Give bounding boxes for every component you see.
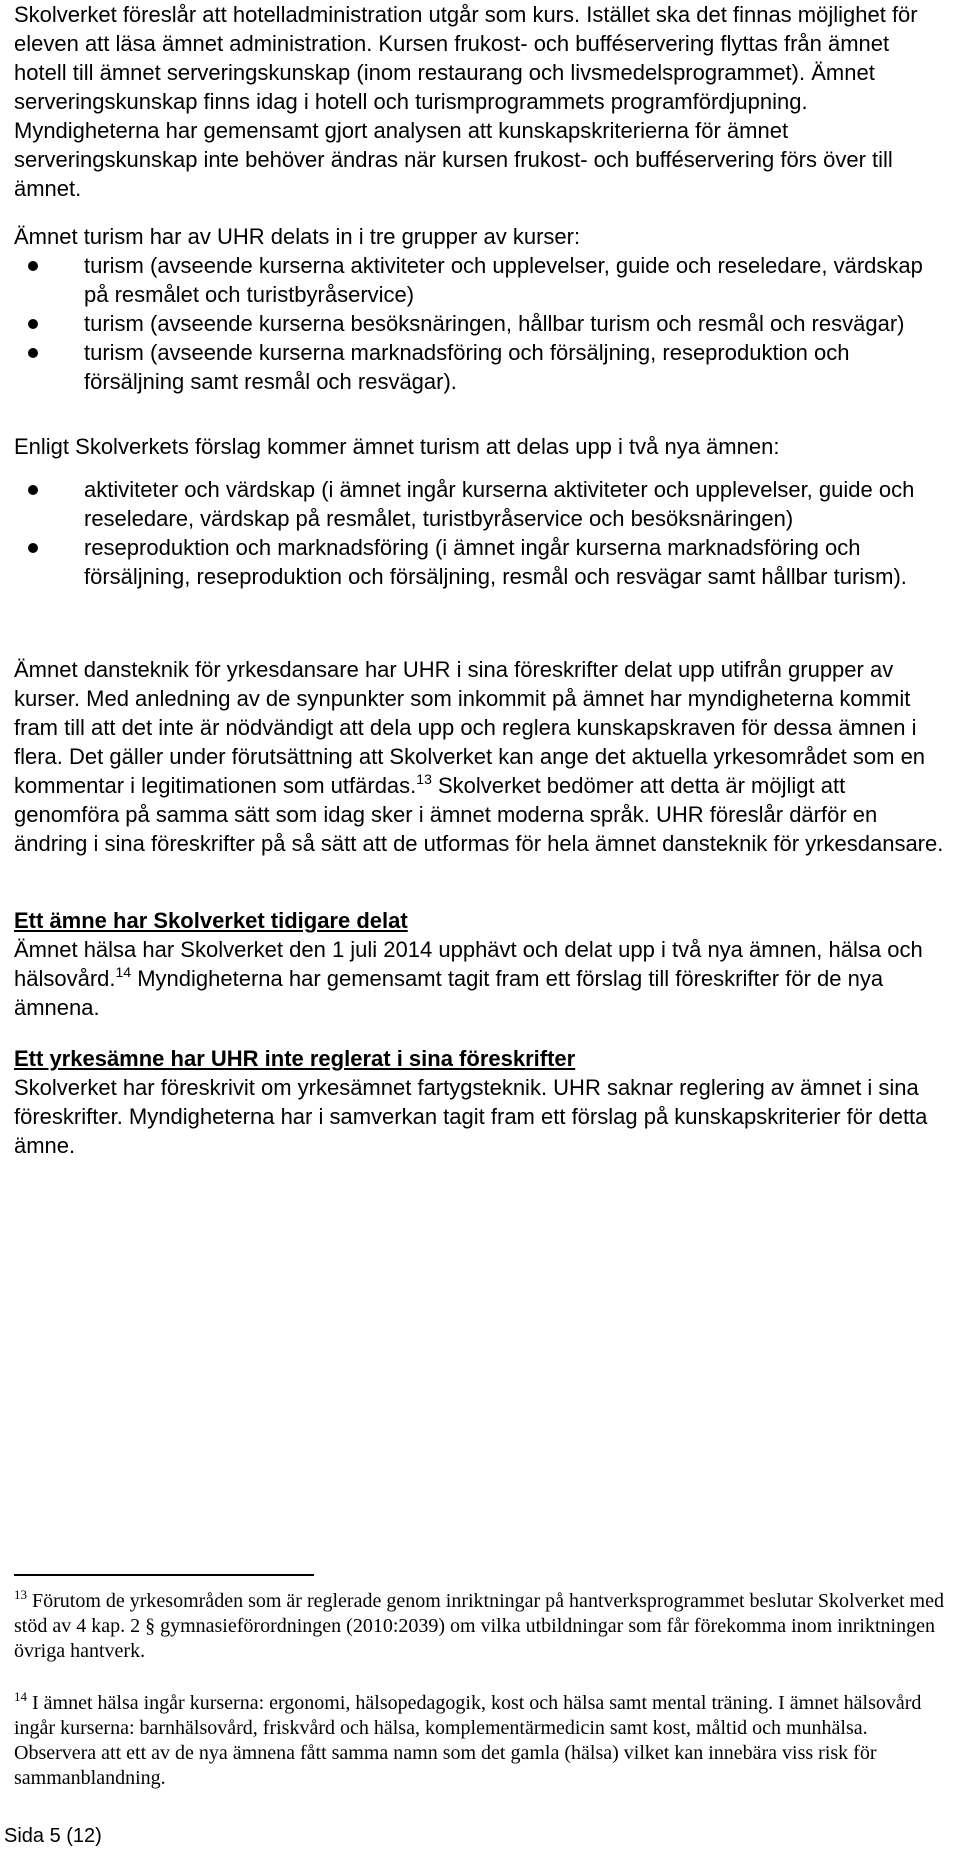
footnote-separator <box>14 1574 314 1576</box>
footnote-number: 13 <box>14 1587 27 1602</box>
section-heading: Ett yrkesämne har UHR inte reglerat i sina föreskrifter <box>14 1046 576 1071</box>
list-item <box>14 338 946 396</box>
bullet-dot <box>28 348 38 358</box>
list-item-text: turism (avseende kurserna marknadsföring och försäljning, reseproduktion och försäljning samt resmål och resvägar). <box>84 340 850 394</box>
paragraph-turism-groups-intro: Ämnet turism har av UHR delats in i tre grupper av kurser: <box>14 224 581 249</box>
section-text: Ämnet hälsa har Skolverket den 1 juli 2014 upphävt och delat upp i två nya ämnen, hälsa och hälsovård. <box>14 937 923 991</box>
list-item-text: turism (avseende kurserna besöksnäringen, hållbar turism och resmål och resvägar) <box>84 311 905 336</box>
section-text: Skolverket har föreskrivit om yrkesämnet fartygsteknik. UHR saknar reglering av ämnet i sina föreskrifter. Myndigheterna har i samverkan tagit fram ett förslag på kunskapskriterier för detta ämne. <box>14 1075 928 1158</box>
list-three-turism-groups <box>14 251 946 396</box>
bullet-dot <box>28 485 38 495</box>
bullet-dot <box>28 319 38 329</box>
footnote-13 <box>14 1589 944 1664</box>
paragraph-turism-split-intro: Enligt Skolverkets förslag kommer ämnet turism att delas upp i två nya ämnen: <box>14 434 780 459</box>
page-number: Sida 5 (12) <box>4 1825 102 1847</box>
bullet-dot <box>28 261 38 271</box>
list-item <box>14 309 946 338</box>
list-two-new-subjects <box>14 475 946 591</box>
list-item-text: reseproduktion och marknadsföring (i ämnet ingår kurserna marknadsföring och försäljning, reseproduktion och försäljning, resmål och resvägar samt hållbar turism). <box>84 535 907 589</box>
section-text: Myndigheterna har gemensamt tagit fram ett förslag till föreskrifter för de nya ämnena. <box>14 966 884 1020</box>
section-fartygsteknik <box>14 1044 946 1160</box>
footnote-number: 14 <box>14 1689 27 1704</box>
footnote-text: Förutom de yrkesområden som är reglerade genom inriktningar på hantverksprogrammet beslutar Skolverket med stöd av 4 kap. 2 § gymnasieförordningen (2010:2039) om vilka utbildningar som får förekomma inom inriktningen övriga hantverk. <box>14 1590 944 1662</box>
footnote-reference[interactable]: 13 <box>416 771 432 787</box>
list-item-text: turism (avseende kurserna aktiviteter och upplevelser, guide och reseledare, värdskap på resmålet och turistbyråservice) <box>84 253 923 307</box>
section-heading: Ett ämne har Skolverket tidigare delat <box>14 908 408 933</box>
footnote-text: I ämnet hälsa ingår kurserna: ergonomi, hälsopedagogik, kost och hälsa samt mental träning. I ämnet hälsovård ingår kurserna: barnhälsovård, friskvård och hälsa, komplementärmedicin samt kost, måltid och munhälsa. Observera att ett av de nya ämnena fått samma namn som det gamla (hälsa) vilket kan innebära viss risk för sammanblandning. <box>14 1692 922 1789</box>
footnote-14 <box>14 1691 944 1791</box>
bullet-dot <box>28 543 38 553</box>
paragraph-dansteknik <box>14 655 946 858</box>
paragraph-text: Ämnet dansteknik för yrkesdansare har UHR i sina föreskrifter delat upp utifrån grupper av kurser. Med anledning av de synpunkter som inkommit på ämnet har myndigheterna kommit fram till att det inte är nödvändigt att dela upp och reglera kunskapskraven för dessa ämnen i flera. Det gäller under förutsättning att Skolverket kan ange det aktuella yrkesområdet som en kommentar i legitimationen som utfärdas. <box>14 657 926 798</box>
list-item <box>14 533 946 591</box>
section-halsa <box>14 906 946 1022</box>
paragraph-hotel-administration: Skolverket föreslår att hotelladministration utgår som kurs. Istället ska det finnas möjlighet för eleven att läsa ämnet administration. Kursen frukost- och bufféservering flyttas från ämnet hotell till ämnet serveringskunskap (inom restaurang och livsmedelsprogrammet). Ämnet serveringskunskap finns idag i hotell och turismprogrammets programfördjupning. Myndigheterna har gemensamt gjort analysen att kunskapskriterierna för ämnet serveringskunskap inte behöver ändras när kursen frukost- och bufféservering förs över till ämnet. <box>14 2 918 201</box>
list-item-text: aktiviteter och värdskap (i ämnet ingår kurserna aktiviteter och upplevelser, guide och reseledare, värdskap på resmålet, turistbyråservice och besöksnäringen) <box>84 477 915 531</box>
list-item <box>14 251 946 309</box>
footnote-reference[interactable]: 14 <box>115 964 132 980</box>
list-item <box>14 475 946 533</box>
paragraph-text: Skolverket bedömer att detta är möjligt att genomföra på samma sätt som idag sker i ämnet moderna språk. UHR föreslår därför en ändring i sina föreskrifter på så sätt att de utformas för hela ämnet dansteknik för yrkesdansare. <box>14 773 944 856</box>
